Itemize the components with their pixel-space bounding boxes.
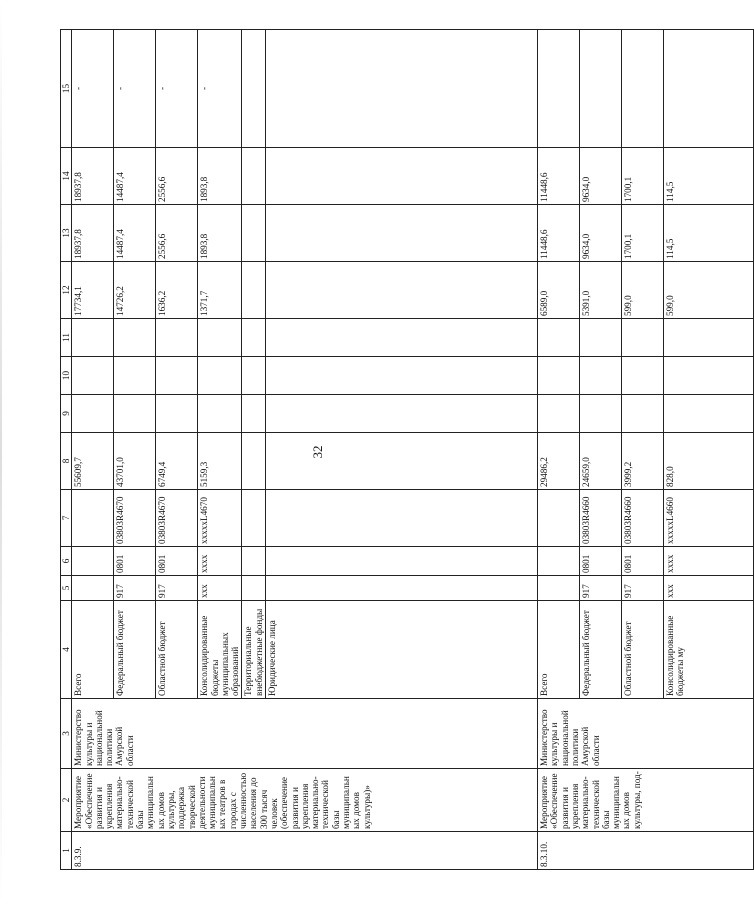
value-cell-c6: хххх [198,547,242,576]
funding-source-cell: Федеральный бюджет [114,601,156,699]
page-number: 32 [310,445,325,459]
column-number-cell: 7 [61,490,72,547]
value-cell-c9 [156,395,198,433]
value-cell-c7 [266,490,538,547]
value-cell-c7 [538,490,580,547]
value-cell-c5: 917 [156,576,198,601]
table-row [72,30,114,870]
value-cell-c6: хххх [664,547,754,576]
funding-source-cell: Консолидированные бюджеты му [664,601,754,699]
value-cell-c11 [664,319,754,357]
value-cell-c11 [114,319,156,357]
scan-edge [0,0,2,905]
value-cell-c13 [266,205,538,262]
value-cell-c8 [266,433,538,490]
value-cell-c5: 917 [580,576,622,601]
executor-cell: Министерство культуры и национальной политики Амурской области [538,699,754,769]
budget-table [60,29,754,870]
value-cell-c7 [72,490,114,547]
value-cell-c5 [72,576,114,601]
value-cell-c8: 3999,2 [622,433,664,490]
value-cell-c14 [266,148,538,205]
value-cell-c15 [266,30,538,148]
value-cell-c6: 0801 [156,547,198,576]
column-number-cell: 12 [61,262,72,319]
value-cell-c10 [538,357,580,395]
column-number-cell: 10 [61,357,72,395]
event-name-cell: Мероприятие «Обеспечение развития и укрепления материально-технической базы муниципальных домов культуры, поддержка творческой деятельности муниципальных театров в городах с численностью населения до 300 тысяч человек (обеспечение развития и укрепления материально-технической базы муниципальных домов культуры)» [72,769,538,832]
value-cell-c9 [114,395,156,433]
value-cell-c10 [114,357,156,395]
column-number-cell: 5 [61,576,72,601]
value-cell-c7 [242,490,266,547]
value-cell-c15 [664,30,754,148]
funding-source-cell: Областной бюджет [156,601,198,699]
value-cell-c13: 1700,1 [622,205,664,262]
value-cell-c13: 2556,6 [156,205,198,262]
value-cell-c9 [664,395,754,433]
funding-source-cell: Юридические лица [266,601,538,699]
value-cell-c14: 1893,8 [198,148,242,205]
value-cell-c12: 599,0 [664,262,754,319]
column-number-cell: 4 [61,601,72,699]
value-cell-c13: 1893,8 [198,205,242,262]
value-cell-c15 [242,30,266,148]
value-cell-c15 [538,30,580,148]
value-cell-c13: 114,5 [664,205,754,262]
value-cell-c15: - [198,30,242,148]
row-number-cell: 8.3.10. [538,832,754,870]
value-cell-c9 [622,395,664,433]
column-number-cell: 9 [61,395,72,433]
value-cell-c15 [622,30,664,148]
value-cell-c5 [242,576,266,601]
value-cell-c7: хххххL4670 [198,490,242,547]
funding-source-cell: Всего [538,601,580,699]
value-cell-c6 [242,547,266,576]
value-cell-c11 [580,319,622,357]
value-cell-c12 [266,262,538,319]
value-cell-c12: 5391,0 [580,262,622,319]
value-cell-c5 [266,576,538,601]
column-number-cell: 3 [61,699,72,769]
value-cell-c12: 14726,2 [114,262,156,319]
value-cell-c8: 24659,0 [580,433,622,490]
event-name-cell: Мероприятие «Обеспечение развития и укрепления материально-технической базы муниципальных домов культуры, под- [538,769,754,832]
value-cell-c13: 11448,6 [538,205,580,262]
value-cell-c8: 6749,4 [156,433,198,490]
value-cell-c7: 03803R4660 [580,490,622,547]
value-cell-c14: 18937,8 [72,148,114,205]
value-cell-c15: - [114,30,156,148]
value-cell-c8: 5159,3 [198,433,242,490]
value-cell-c10 [242,357,266,395]
value-cell-c8: 55609,7 [72,433,114,490]
value-cell-c8: 828,0 [664,433,754,490]
funding-source-cell: Областной бюджет [622,601,664,699]
value-cell-c5: 917 [114,576,156,601]
value-cell-c7: 03803R4670 [114,490,156,547]
value-cell-c9 [538,395,580,433]
value-cell-c10 [622,357,664,395]
column-number-cell: 13 [61,205,72,262]
value-cell-c12: 1636,2 [156,262,198,319]
value-cell-c9 [242,395,266,433]
column-number-cell: 14 [61,148,72,205]
rotated-table-container [60,30,686,870]
table-row [538,30,580,870]
value-cell-c6: 0801 [114,547,156,576]
value-cell-c9 [580,395,622,433]
value-cell-c15: - [72,30,114,148]
column-number-cell: 8 [61,433,72,490]
value-cell-c14: 2556,6 [156,148,198,205]
value-cell-c5 [538,576,580,601]
column-number-cell: 15 [61,30,72,148]
column-number-row [61,30,72,870]
value-cell-c6 [266,547,538,576]
value-cell-c8 [242,433,266,490]
value-cell-c14: 114,5 [664,148,754,205]
value-cell-c6: 0801 [580,547,622,576]
value-cell-c14: 14487,4 [114,148,156,205]
row-number-cell: 8.3.9. [72,832,538,870]
value-cell-c8: 29486,2 [538,433,580,490]
value-cell-c5: 917 [622,576,664,601]
value-cell-c6 [538,547,580,576]
value-cell-c13: 18937,8 [72,205,114,262]
value-cell-c5: ххх [198,576,242,601]
value-cell-c14: 11448,6 [538,148,580,205]
value-cell-c11 [198,319,242,357]
value-cell-c7: хххххL4660 [664,490,754,547]
value-cell-c7: 03803R4670 [156,490,198,547]
value-cell-c10 [156,357,198,395]
funding-source-cell: Всего [72,601,114,699]
column-number-cell: 1 [61,832,72,870]
value-cell-c15: - [156,30,198,148]
value-cell-c11 [622,319,664,357]
value-cell-c5: ххх [664,576,754,601]
value-cell-c9 [266,395,538,433]
value-cell-c11 [242,319,266,357]
value-cell-c11 [72,319,114,357]
value-cell-c14: 9634,0 [580,148,622,205]
value-cell-c9 [72,395,114,433]
value-cell-c7: 03803R4660 [622,490,664,547]
value-cell-c10 [580,357,622,395]
column-number-cell: 11 [61,319,72,357]
value-cell-c6 [72,547,114,576]
table-header [61,30,72,870]
funding-source-cell: Консолидированные бюджеты муниципальных образований [198,601,242,699]
value-cell-c13: 9634,0 [580,205,622,262]
value-cell-c11 [266,319,538,357]
value-cell-c12: 599,0 [622,262,664,319]
funding-source-cell: Территориальные внебюджетные фонды [242,601,266,699]
value-cell-c13 [242,205,266,262]
executor-cell: Министерство культуры и национальной политики Амурской области [72,699,538,769]
value-cell-c12: 1371,7 [198,262,242,319]
value-cell-c10 [664,357,754,395]
value-cell-c12 [242,262,266,319]
value-cell-c13: 14487,4 [114,205,156,262]
funding-source-cell: Федеральный бюджет [580,601,622,699]
value-cell-c10 [266,357,538,395]
value-cell-c11 [156,319,198,357]
value-cell-c8: 43701,0 [114,433,156,490]
value-cell-c6: 0801 [622,547,664,576]
value-cell-c15 [580,30,622,148]
column-number-cell: 2 [61,769,72,832]
value-cell-c12: 17734,1 [72,262,114,319]
value-cell-c9 [198,395,242,433]
value-cell-c14: 1700,1 [622,148,664,205]
value-cell-c14 [242,148,266,205]
column-number-cell: 6 [61,547,72,576]
table-body [72,30,754,870]
value-cell-c10 [198,357,242,395]
value-cell-c12: 6589,0 [538,262,580,319]
value-cell-c11 [538,319,580,357]
value-cell-c10 [72,357,114,395]
